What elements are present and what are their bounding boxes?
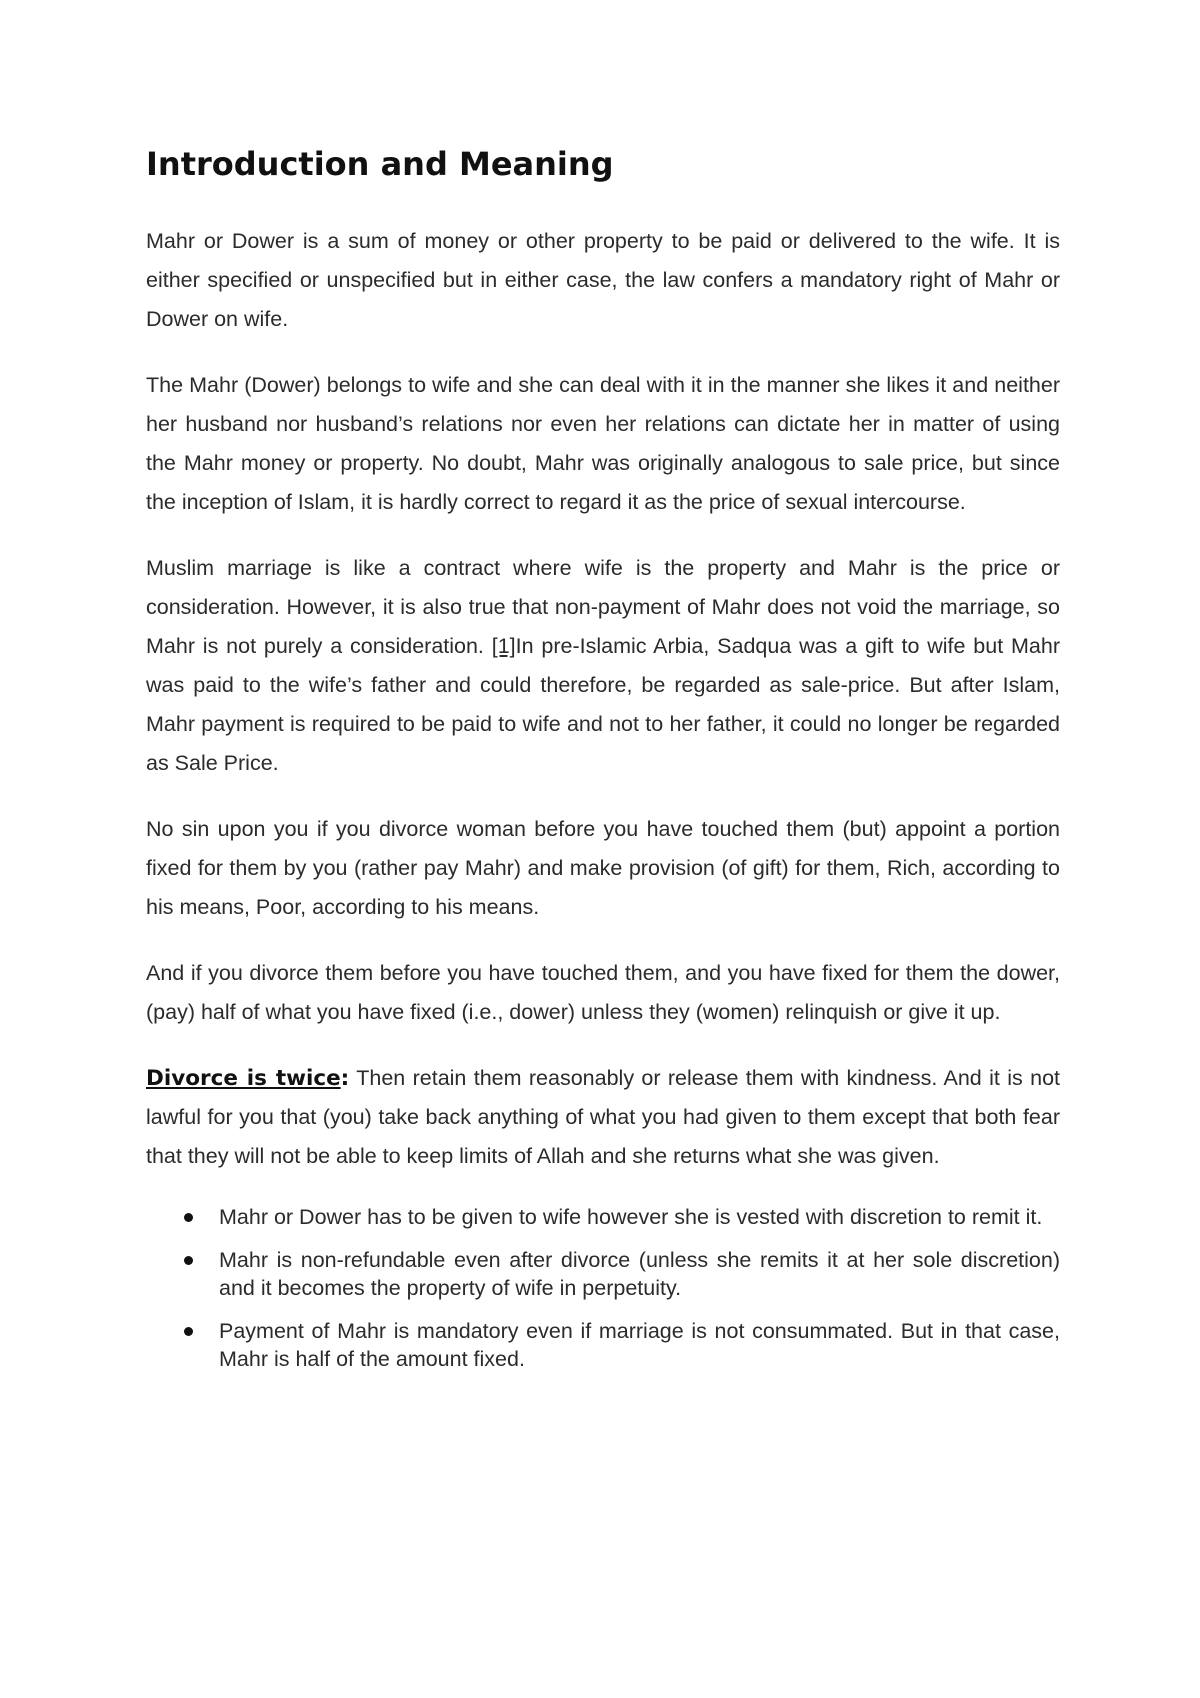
- paragraph-contract: [146, 549, 1060, 783]
- paragraph-ownership: The Mahr (Dower) belongs to wife and she can deal with it in the manner she likes it and neither her husband nor husband’s relations nor even her relations can dictate her in matter of using the Mahr money or property. No doubt, Mahr was originally analogous to sale price, but since the inception of Islam, it is hardly correct to regard it as the price of sexual intercourse.: [146, 373, 1060, 514]
- bullet-icon: [184, 1213, 193, 1222]
- divorce-twice-text: Then retain them reasonably or release them with kindness. And it is not lawful for you that (you) take back anything of what you had given to them except that both fear that they will not be able to keep limits of Allah and she returns what she was given.: [146, 1066, 1060, 1168]
- paragraph-contract-text-after: In pre-Islamic Arbia, Sadqua was a gift to wife but Mahr was paid to the wife’s father and could therefore, be regarded as sale-price. But after Islam, Mahr payment is required to be paid to wife and not to her father, it could no longer be regarded as Sale Price.: [146, 634, 1060, 775]
- paragraph-divorce-twice: [146, 1059, 1060, 1176]
- list-item-text: Mahr or Dower has to be given to wife however she is vested with discretion to remit it.: [219, 1205, 1043, 1229]
- key-points-list: [146, 1203, 1060, 1373]
- list-item: [146, 1317, 1060, 1373]
- list-item-text: Payment of Mahr is mandatory even if marriage is not consummated. But in that case, Mahr is half of the amount fixed.: [219, 1319, 1060, 1371]
- bullet-icon: [184, 1256, 193, 1265]
- list-item: [146, 1246, 1060, 1302]
- paragraph-half-dower: And if you divorce them before you have touched them, and you have fixed for them the dower, (pay) half of what you have fixed (i.e., dower) unless they (women) relinquish or give it up.: [146, 961, 1060, 1024]
- divorce-twice-colon: :: [340, 1066, 350, 1091]
- paragraph-no-sin: No sin upon you if you divorce woman before you have touched them (but) appoint a portion fixed for them by you (rather pay Mahr) and make provision (of gift) for them, Rich, according to his means, Poor, according to his means.: [146, 817, 1060, 919]
- paragraph-definition: Mahr or Dower is a sum of money or other property to be paid or delivered to the wife. It is either specified or unspecified but in either case, the law confers a mandatory right of Mahr or Dower on wife.: [146, 229, 1060, 331]
- bullet-icon: [184, 1327, 193, 1336]
- paragraph-contract-text-before: Muslim marriage is like a contract where wife is the property and Mahr is the price or consideration. However, it is also true that non-payment of Mahr does not void the marriage, so Mahr is not purely a consideration.: [146, 556, 1060, 658]
- document-title: Introduction and Meaning: [146, 145, 614, 183]
- list-item: [146, 1203, 1060, 1231]
- divorce-twice-heading: Divorce is twice: [146, 1066, 341, 1091]
- list-item-text: Mahr is non-refundable even after divorce (unless she remits it at her sole discretion) and it becomes the property of wife in perpetuity.: [219, 1248, 1060, 1300]
- footnote-reference-link[interactable]: [1]: [491, 634, 516, 658]
- document-page: [146, 138, 1060, 1388]
